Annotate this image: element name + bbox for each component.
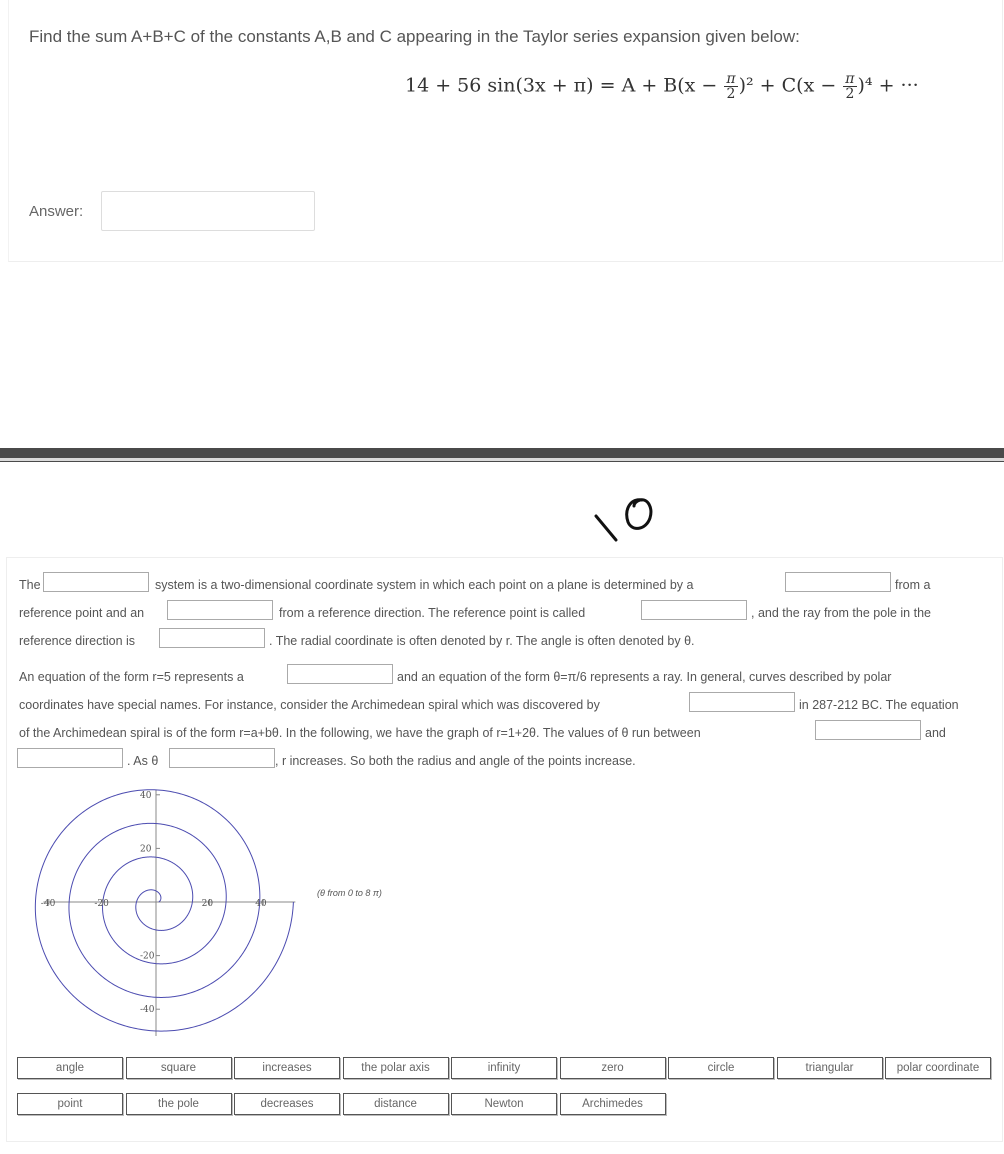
text-l2-c: , and the ray from the pole in the — [751, 606, 931, 620]
y-tick-label: -20 — [140, 951, 155, 962]
question-1-prompt: Find the sum A+B+C of the constants A,B and C appearing in the Taylor series expansion given below: — [29, 27, 800, 46]
blank-1[interactable] — [43, 572, 149, 592]
text-l6-b: and — [925, 726, 946, 740]
text-l3-b: . The radial coordinate is often denoted by r. The angle is often denoted by θ. — [269, 634, 695, 648]
answer-input[interactable] — [101, 191, 315, 231]
text-l5-a: coordinates have special names. For instance, consider the Archimedean spiral which was discovered by — [19, 698, 600, 712]
fraction-pi-over-2: $\frac{\pi}{2}$ — [726, 71, 736, 102]
option-decreases[interactable]: decreases — [234, 1093, 340, 1115]
chart-axes — [40, 789, 295, 1036]
fraction-pi-over-2-b: $\frac{\pi}{2}$ — [845, 71, 855, 102]
option-angle[interactable]: angle — [17, 1057, 123, 1079]
option-newton[interactable]: Newton — [451, 1093, 557, 1115]
text-l3-a: reference direction is — [19, 634, 136, 648]
text-l7-b: , r increases. So both the radius and angle of the points increase. — [275, 754, 636, 768]
blank-7[interactable] — [689, 692, 795, 712]
option-infinity[interactable]: infinity — [451, 1057, 557, 1079]
blank-8[interactable] — [815, 720, 921, 740]
question-1-panel — [8, 0, 1003, 262]
blank-5[interactable] — [159, 628, 265, 648]
formula-part-1: 14 + 56 sin(3x + π) = A + B(x − — [405, 74, 724, 97]
option-zero[interactable]: zero — [560, 1057, 666, 1079]
text-l7-a: . As θ — [127, 754, 159, 768]
answer-label: Answer: — [29, 203, 84, 220]
text-l2-b: from a reference direction. The reference point is called — [279, 606, 586, 620]
text-l5-b: in 287-212 BC. The equation — [799, 698, 959, 712]
text-l1-a: The — [19, 578, 41, 592]
y-tick-label: 20 — [140, 844, 152, 855]
x-tick-label: -20 — [94, 899, 109, 909]
blank-2[interactable] — [785, 572, 891, 592]
text-l4-a: An equation of the form r=5 represents a — [19, 670, 244, 684]
y-tick-label: 40 — [140, 790, 152, 801]
handwritten-note — [590, 488, 670, 550]
spiral-series-line — [35, 790, 293, 1031]
option-polar-coordinate[interactable]: polar coordinate — [885, 1057, 991, 1079]
chart-ticks — [41, 791, 267, 1015]
option-distance[interactable]: distance — [343, 1093, 449, 1115]
blank-3[interactable] — [167, 600, 273, 620]
text-l6-a: of the Archimedean spiral is of the form r=a+bθ. In the following, we have the graph of r=1+2θ. The values of θ run between — [19, 726, 701, 740]
blank-6[interactable] — [287, 664, 393, 684]
option-circle[interactable]: circle — [668, 1057, 774, 1079]
taylor-formula — [405, 72, 919, 101]
x-tick-label: 20 — [201, 899, 214, 909]
option-triangular[interactable]: triangular — [777, 1057, 883, 1079]
question-2-panel — [6, 557, 1003, 1142]
blank-4[interactable] — [641, 600, 747, 620]
text-l4-b: and an equation of the form θ=π/6 represents a ray. In general, curves described by polar — [397, 670, 892, 684]
option-square[interactable]: square — [126, 1057, 232, 1079]
section-divider-shadow — [0, 458, 1004, 461]
text-l1-c: from a — [895, 578, 931, 592]
x-tick-label: 40 — [255, 899, 267, 909]
text-l1-b: system is a two-dimensional coordinate system in which each point on a plane is determined by a — [155, 578, 694, 592]
x-tick-label: -40 — [40, 899, 56, 909]
formula-part-3: )⁴ + ··· — [857, 74, 919, 97]
text-l2-a: reference point and an — [19, 606, 145, 620]
option-point[interactable]: point — [17, 1093, 123, 1115]
formula-part-2: )² + C(x − — [738, 74, 843, 97]
option-the-polar-axis[interactable]: the polar axis — [343, 1057, 449, 1079]
option-increases[interactable]: increases — [234, 1057, 340, 1079]
option-the-pole[interactable]: the pole — [126, 1093, 232, 1115]
spiral-chart — [17, 746, 437, 1036]
y-tick-label: -40 — [140, 1005, 155, 1016]
chart-caption: (θ from 0 to 8 π) — [317, 888, 382, 898]
option-archimedes[interactable]: Archimedes — [560, 1093, 666, 1115]
